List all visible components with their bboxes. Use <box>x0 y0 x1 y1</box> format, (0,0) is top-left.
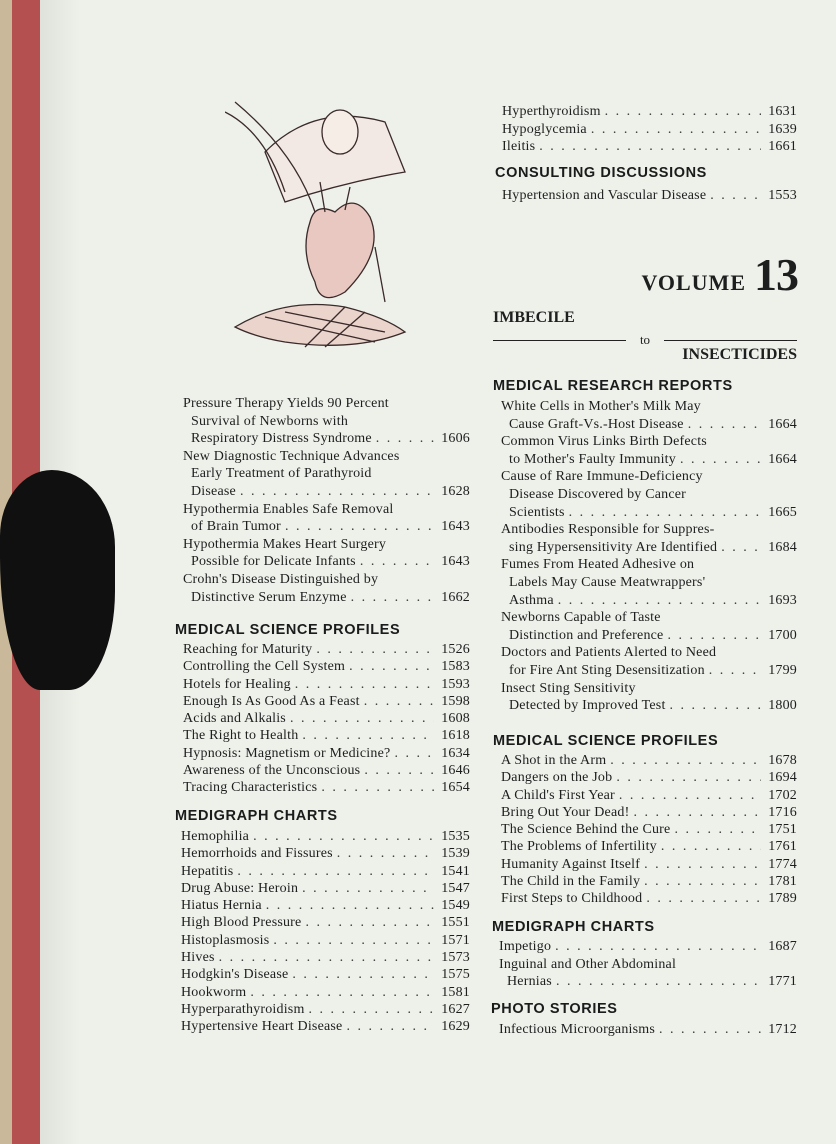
toc-entry-title-line: Labels May Cause Meatwrappers' <box>509 574 706 590</box>
toc-entry <box>501 468 797 521</box>
toc-entry-final-line <box>181 880 470 897</box>
toc-entry <box>183 710 470 727</box>
toc-entry-title-line: Disease Discovered by Cancer <box>509 486 687 502</box>
dot-leader <box>661 838 761 855</box>
consulting-list <box>502 187 797 205</box>
toc-entry-final-line <box>181 914 470 931</box>
dot-leader <box>253 828 434 845</box>
range-to: INSECTICIDES <box>682 346 797 363</box>
section-heading-medical-science-profiles: MEDICAL SCIENCE PROFILES <box>175 622 401 638</box>
toc-entry <box>181 828 470 845</box>
toc-entry <box>501 821 797 838</box>
range-to-word: to <box>639 332 651 347</box>
toc-entry-title: Hives <box>181 950 215 966</box>
dot-leader <box>710 187 761 205</box>
page-number: 1535 <box>441 829 470 844</box>
toc-entry-final-line <box>183 727 470 744</box>
toc-entry-final-line <box>183 553 470 571</box>
toc-entry-title: Hypertension and Vascular Disease <box>502 188 707 203</box>
page-number: 1643 <box>441 519 470 535</box>
right-medigraph-list <box>499 938 797 991</box>
dot-leader <box>619 787 761 804</box>
toc-entry-final-line <box>183 483 470 501</box>
toc-entry-final-line <box>501 821 797 838</box>
toc-entry-title: Cause Graft-Vs.-Host Disease <box>509 416 684 432</box>
dot-leader <box>605 103 761 121</box>
toc-entry-title-line: Cause of Rare Immune-Deficiency <box>501 469 703 485</box>
toc-entry <box>181 966 470 983</box>
section-heading-medical-science-profiles: MEDICAL SCIENCE PROFILES <box>493 733 719 749</box>
page-number: 1628 <box>441 483 470 499</box>
toc-entry-title: Enough Is As Good As a Feast <box>183 693 360 709</box>
toc-entry-title: Hypnosis: Magnetism or Medicine? <box>183 745 391 761</box>
toc-entry-title: Respiratory Distress Syndrome <box>191 431 372 447</box>
toc-entry-title: Ileitis <box>502 139 536 155</box>
toc-entry-title: Hyperthyroidism <box>502 104 601 119</box>
page-number: 1526 <box>441 642 470 657</box>
toc-entry-title: Hyperparathyroidism <box>181 1001 305 1017</box>
toc-entry-final-line <box>183 658 470 675</box>
toc-entry-title: Hypoglycemia <box>502 121 587 137</box>
dot-leader <box>309 1001 434 1018</box>
toc-entry-final-line <box>499 973 797 991</box>
page-number: 1665 <box>768 504 797 520</box>
page-number: 1553 <box>768 188 797 203</box>
toc-entry-title-line: Early Treatment of Parathyroid <box>191 466 372 482</box>
heart-illustration <box>225 92 415 362</box>
right-profiles-list <box>501 752 797 908</box>
left-medigraph-list <box>181 828 470 1036</box>
dot-leader <box>633 804 761 821</box>
toc-entry-title: The Right to Health <box>183 728 299 744</box>
toc-entry-title: Hernias <box>507 974 552 990</box>
toc-entry <box>183 536 470 571</box>
dot-leader <box>558 592 761 610</box>
toc-entry-final-line <box>183 710 470 727</box>
page-number: 1547 <box>441 880 470 896</box>
page-number: 1575 <box>441 967 470 983</box>
toc-entry-final-line <box>501 504 797 522</box>
toc-entry-final-line <box>183 762 470 779</box>
page-number: 1789 <box>768 891 797 907</box>
page-number: 1618 <box>441 728 470 744</box>
toc-entry <box>501 769 797 786</box>
page-number: 1639 <box>768 121 797 137</box>
toc-entry-final-line <box>501 627 797 645</box>
toc-entry-final-line <box>181 845 470 862</box>
toc-entry-title: First Steps to Childhood <box>501 891 643 907</box>
page-number: 1664 <box>768 451 797 467</box>
toc-entry-final-line <box>501 752 797 769</box>
page-number: 1627 <box>441 1001 470 1017</box>
left-profiles-list <box>183 641 470 797</box>
toc-entry-final-line <box>501 787 797 804</box>
toc-entry <box>501 804 797 821</box>
toc-entry-final-line <box>501 838 797 855</box>
toc-entry-title: Detected by Improved Test <box>509 698 666 714</box>
toc-entry-final-line <box>499 1021 797 1039</box>
toc-entry-title: to Mother's Faulty Immunity <box>509 451 676 467</box>
toc-entry <box>183 676 470 693</box>
toc-entry-title: Scientists <box>509 504 565 520</box>
toc-entry <box>501 644 797 679</box>
toc-entry <box>181 914 470 931</box>
toc-entry-final-line <box>501 451 797 469</box>
thumb-shadow <box>0 470 115 690</box>
page-number: 1781 <box>768 874 797 890</box>
toc-entry <box>501 521 797 556</box>
toc-entry <box>501 787 797 804</box>
page-number: 1631 <box>768 104 797 119</box>
dot-leader <box>364 762 434 779</box>
toc-entry-final-line <box>181 932 470 949</box>
toc-entry <box>181 863 470 880</box>
toc-entry-title: Infectious Microorganisms <box>499 1022 655 1037</box>
page-number: 1799 <box>768 662 797 678</box>
toc-entry <box>183 762 470 779</box>
page-number: 1598 <box>441 693 470 709</box>
toc-entry-final-line <box>502 103 797 121</box>
toc-entry-final-line <box>181 949 470 966</box>
dot-leader <box>321 779 434 796</box>
dot-leader <box>556 973 761 991</box>
toc-entry <box>183 745 470 762</box>
toc-entry-title: Hemophilia <box>181 829 250 844</box>
dot-leader <box>240 483 434 501</box>
toc-entry <box>183 693 470 710</box>
dot-leader <box>721 539 761 557</box>
page-number: 1654 <box>441 780 470 796</box>
toc-entry <box>501 856 797 873</box>
dot-leader <box>539 138 761 156</box>
page-number: 1702 <box>768 787 797 803</box>
page-number: 1583 <box>441 659 470 675</box>
section-heading-medical-research-reports: MEDICAL RESEARCH REPORTS <box>493 378 733 394</box>
dot-leader <box>302 880 434 897</box>
dot-leader <box>346 1018 434 1035</box>
page-number: 1539 <box>441 846 470 862</box>
toc-entry <box>181 984 470 1001</box>
toc-entry <box>501 433 797 468</box>
toc-entry-final-line <box>183 430 470 448</box>
toc-entry <box>181 949 470 966</box>
toc-entry <box>181 1018 470 1035</box>
dot-leader <box>688 416 761 434</box>
toc-entry-final-line <box>501 856 797 873</box>
toc-entry <box>501 890 797 907</box>
dot-leader <box>610 752 761 769</box>
toc-entry <box>501 556 797 609</box>
page-number: 1551 <box>441 915 470 931</box>
dot-leader <box>670 697 761 715</box>
toc-entry-title: A Shot in the Arm <box>501 753 607 768</box>
page-number: 1694 <box>768 770 797 786</box>
page-number: 1712 <box>768 1022 797 1037</box>
toc-entry-title: Histoplasmosis <box>181 932 270 948</box>
toc-entry-final-line <box>181 863 470 880</box>
toc-entry-final-line <box>181 1018 470 1035</box>
dot-leader <box>290 710 434 727</box>
page-number: 1571 <box>441 932 470 948</box>
toc-entry-title: Bring Out Your Dead! <box>501 804 630 820</box>
toc-entry-title: Hypertensive Heart Disease <box>181 1019 343 1035</box>
toc-entry-title: Hotels for Healing <box>183 676 291 692</box>
toc-entry-final-line <box>499 938 797 956</box>
page-number: 1687 <box>768 939 797 954</box>
toc-entry-final-line <box>183 676 470 693</box>
toc-entry <box>183 658 470 675</box>
toc-entry <box>183 641 470 658</box>
toc-entry-title: Humanity Against Itself <box>501 856 641 872</box>
section-heading-photo-stories: PHOTO STORIES <box>491 1001 618 1017</box>
toc-entry-final-line <box>181 984 470 1001</box>
toc-entry-title: Hodgkin's Disease <box>181 967 289 983</box>
toc-entry-title-line: Antibodies Responsible for Suppres- <box>501 522 715 538</box>
page-number: 1608 <box>441 711 470 727</box>
toc-entry-title-line: Hypothermia Enables Safe Removal <box>183 501 394 517</box>
toc-entry-title: Hepatitis <box>181 863 234 879</box>
page-number: 1678 <box>768 753 797 768</box>
toc-entry-final-line <box>183 641 470 658</box>
dot-leader <box>316 641 434 658</box>
toc-entry-title-line: Pressure Therapy Yields 90 Percent <box>183 396 389 411</box>
dot-leader <box>616 769 761 786</box>
dot-leader <box>674 821 761 838</box>
toc-entry-final-line <box>502 121 797 139</box>
toc-entry <box>499 1021 797 1039</box>
divider-line <box>664 340 797 341</box>
toc-entry-final-line <box>501 890 797 907</box>
dot-leader <box>337 845 434 862</box>
toc-entry <box>181 932 470 949</box>
toc-entry <box>499 938 797 956</box>
page-number: 1664 <box>768 416 797 432</box>
page-number: 1634 <box>441 745 470 761</box>
toc-entry <box>183 501 470 536</box>
toc-entry <box>181 880 470 897</box>
toc-entry-title: Distinction and Preference <box>509 627 664 643</box>
dot-leader <box>555 938 761 956</box>
dot-leader <box>644 873 761 890</box>
toc-entry-title: Controlling the Cell System <box>183 659 346 675</box>
toc-entry-final-line <box>181 966 470 983</box>
volume-number: 13 <box>754 249 798 300</box>
page-number: 1661 <box>768 139 797 155</box>
toc-entry-title: Hookworm <box>181 984 247 1000</box>
toc-entry <box>183 727 470 744</box>
section-heading-consulting-discussions: CONSULTING DISCUSSIONS <box>495 165 707 181</box>
toc-entry-title-line: White Cells in Mother's Milk May <box>501 399 701 414</box>
page-number: 1684 <box>768 539 797 555</box>
dot-leader <box>569 504 761 522</box>
toc-entry <box>183 779 470 796</box>
page-number: 1700 <box>768 627 797 643</box>
toc-entry-final-line <box>183 779 470 796</box>
toc-entry-final-line <box>501 697 797 715</box>
dot-leader <box>680 451 761 469</box>
toc-entry <box>183 571 470 606</box>
dot-leader <box>273 932 434 949</box>
right-research-list <box>501 398 797 715</box>
page-number: 1693 <box>768 592 797 608</box>
toc-entry-title: Disease <box>191 483 236 499</box>
toc-entry-title: Tracing Characteristics <box>183 780 318 796</box>
toc-entry <box>183 395 470 448</box>
dot-leader <box>659 1021 761 1039</box>
toc-entry-title: The Problems of Infertility <box>501 839 657 855</box>
toc-entry-title-line: Newborns Capable of Taste <box>501 610 661 626</box>
page-number: 1662 <box>441 589 470 605</box>
toc-entry-title: Impetigo <box>499 939 552 954</box>
toc-entry-title-line: Hypothermia Makes Heart Surgery <box>183 536 387 552</box>
toc-entry-title: sing Hypersensitivity Are Identified <box>509 539 718 555</box>
toc-entry <box>181 897 470 914</box>
toc-entry-title: Reaching for Maturity <box>183 642 313 657</box>
section-heading-medigraph-charts: MEDIGRAPH CHARTS <box>175 808 338 824</box>
page-number: 1716 <box>768 804 797 820</box>
dot-leader <box>302 727 434 744</box>
toc-entry-title: Drug Abuse: Heroin <box>181 880 299 896</box>
dot-leader <box>237 863 434 880</box>
toc-entry <box>499 956 797 991</box>
toc-entry-final-line <box>501 539 797 557</box>
toc-entry-final-line <box>183 745 470 762</box>
dot-leader <box>646 890 761 907</box>
toc-entry-final-line <box>502 187 797 205</box>
toc-entry <box>501 680 797 715</box>
dot-leader <box>394 745 434 762</box>
toc-entry-final-line <box>502 138 797 156</box>
toc-entry-final-line <box>181 828 470 845</box>
page-number: 1646 <box>441 763 470 779</box>
toc-entry <box>181 1001 470 1018</box>
toc-entry <box>502 103 797 121</box>
toc-entry-final-line <box>183 518 470 536</box>
toc-entry-title: Distinctive Serum Enzyme <box>191 589 347 605</box>
dot-leader <box>709 662 761 680</box>
toc-entry <box>501 609 797 644</box>
dot-leader <box>360 553 434 571</box>
dot-leader <box>305 914 434 931</box>
dot-leader <box>250 984 434 1001</box>
page-number: 1549 <box>441 898 470 914</box>
dot-leader <box>285 518 434 536</box>
toc-entry-final-line <box>501 769 797 786</box>
toc-entry-title: The Science Behind the Cure <box>501 822 671 838</box>
toc-entry-final-line <box>501 662 797 680</box>
toc-entry-final-line <box>183 589 470 607</box>
toc-entry-title-line: Crohn's Disease Distinguished by <box>183 571 379 587</box>
dot-leader <box>349 658 434 675</box>
toc-entry-title: Asthma <box>509 592 554 608</box>
dot-leader <box>376 430 434 448</box>
toc-entry-title: The Child in the Family <box>501 874 641 890</box>
toc-entry <box>501 398 797 433</box>
toc-entry-title: A Child's First Year <box>501 787 615 803</box>
toc-entry <box>181 845 470 862</box>
toc-entry-title: Awareness of the Unconscious <box>183 763 361 779</box>
toc-entry-title: Hemorrhoids and Fissures <box>181 846 333 862</box>
toc-entry-title-line: Fumes From Heated Adhesive on <box>501 557 695 573</box>
toc-entry-title-line: New Diagnostic Technique Advances <box>183 448 400 464</box>
photo-stories-list <box>499 1021 797 1039</box>
page-number: 1643 <box>441 554 470 570</box>
page-number: 1541 <box>441 863 470 879</box>
toc-entry-final-line <box>181 897 470 914</box>
right-top-list <box>502 103 797 156</box>
page-number: 1761 <box>768 839 797 855</box>
toc-entry-title: Hiatus Hernia <box>181 898 262 914</box>
page-number: 1629 <box>441 1019 470 1035</box>
toc-entry-final-line <box>183 693 470 710</box>
toc-entry-final-line <box>501 873 797 890</box>
volume-word: VOLUME <box>641 270 746 295</box>
volume-title <box>641 248 798 301</box>
page-number: 1606 <box>441 431 470 447</box>
toc-entry-final-line <box>501 592 797 610</box>
page-number: 1774 <box>768 856 797 872</box>
toc-entry-final-line <box>501 804 797 821</box>
page-number: 1771 <box>768 974 797 990</box>
dot-leader <box>295 676 434 693</box>
page-number: 1800 <box>768 698 797 714</box>
divider-line <box>493 340 626 341</box>
toc-entry <box>502 187 797 205</box>
toc-entry-title-line: Insect Sting Sensitivity <box>501 680 636 696</box>
dot-leader <box>644 856 761 873</box>
dot-leader <box>292 966 434 983</box>
toc-entry <box>502 138 797 156</box>
page-number: 1593 <box>441 676 470 692</box>
toc-entry-title: for Fire Ant Sting Desensitization <box>509 662 705 678</box>
page-number: 1751 <box>768 822 797 838</box>
page-number: 1573 <box>441 950 470 966</box>
toc-entry-title: Possible for Delicate Infants <box>191 554 356 570</box>
dot-leader <box>266 897 434 914</box>
toc-entry-title: Acids and Alkalis <box>183 711 286 727</box>
dot-leader <box>591 121 761 139</box>
page-number: 1581 <box>441 984 470 1000</box>
toc-entry-title-line: Survival of Newborns with <box>191 413 349 429</box>
toc-entry-title-line: Doctors and Patients Alerted to Need <box>501 645 717 661</box>
toc-entry <box>501 838 797 855</box>
section-heading-medigraph-charts: MEDIGRAPH CHARTS <box>492 919 655 935</box>
toc-entry <box>183 448 470 501</box>
toc-entry <box>501 873 797 890</box>
toc-entry <box>501 752 797 769</box>
dot-leader <box>364 693 434 710</box>
toc-entry-final-line <box>181 1001 470 1018</box>
dot-leader <box>667 627 761 645</box>
toc-entry <box>502 121 797 139</box>
toc-entry-title-line: Inguinal and Other Abdominal <box>499 956 677 972</box>
toc-entry-title: of Brain Tumor <box>191 519 281 535</box>
toc-entry-title: High Blood Pressure <box>181 915 302 931</box>
toc-entry-final-line <box>501 416 797 434</box>
dot-leader <box>351 589 434 607</box>
left-research-list <box>183 395 470 606</box>
range-from: IMBECILE <box>493 309 575 326</box>
toc-entry-title-line: Common Virus Links Birth Defects <box>501 434 707 450</box>
dot-leader <box>219 949 434 966</box>
toc-entry-title: Dangers on the Job <box>501 770 613 786</box>
